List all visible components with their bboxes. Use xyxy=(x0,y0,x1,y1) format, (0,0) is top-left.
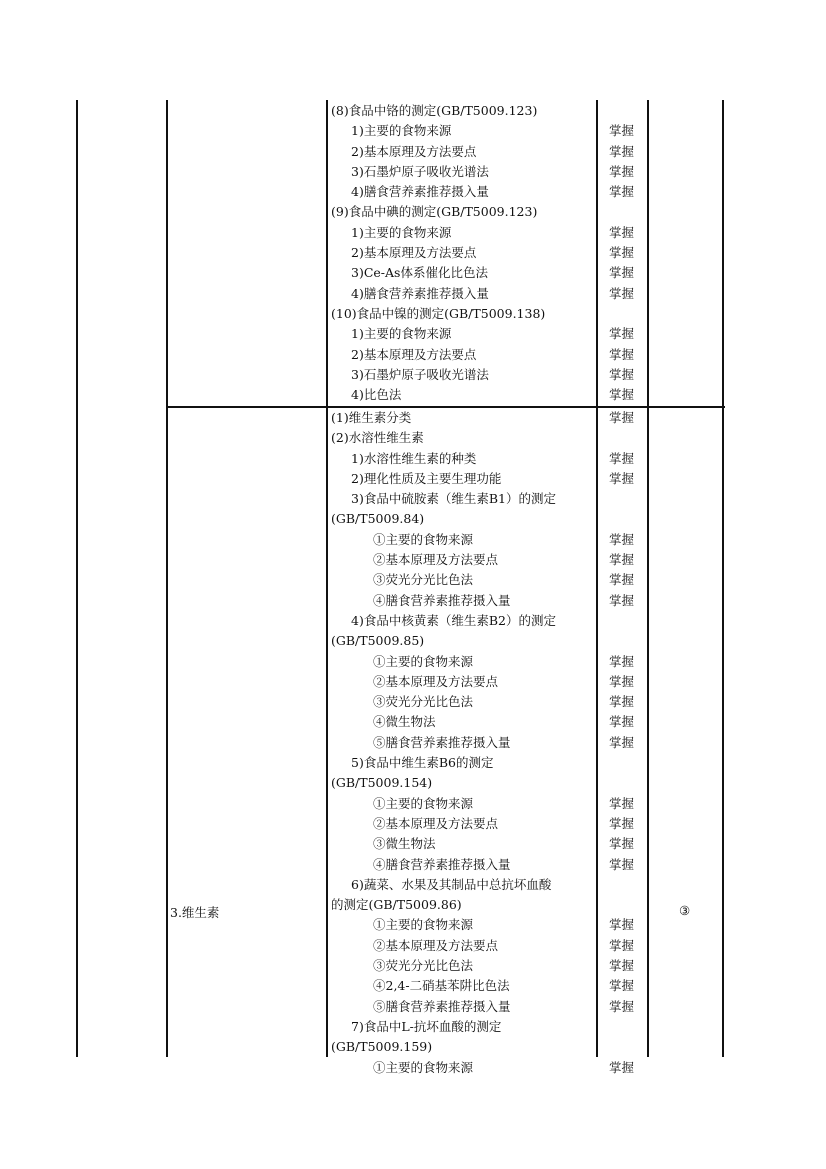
table-row xyxy=(329,692,723,712)
topic-text: 4)膳食营养素推荐摄入量 xyxy=(351,184,489,200)
table-row xyxy=(329,408,723,428)
mastery-level: 掌握 xyxy=(609,531,635,547)
table-border xyxy=(166,100,168,1057)
mastery-level: 掌握 xyxy=(609,734,635,750)
table-row xyxy=(329,1017,723,1037)
mastery-level: 掌握 xyxy=(609,653,635,669)
table-row xyxy=(329,976,723,996)
table-row xyxy=(329,956,723,976)
table-row xyxy=(329,202,723,222)
table-row xyxy=(329,1058,723,1078)
topic-text: (GB/T5009.85) xyxy=(331,633,425,649)
topic-text: 1)主要的食物来源 xyxy=(351,123,452,139)
category-cell: 3.维生素 xyxy=(170,905,220,920)
topic-text: 3)石墨炉原子吸收光谱法 xyxy=(351,163,489,179)
topic-text: 2)基本原理及方法要点 xyxy=(351,346,477,362)
table-row xyxy=(329,936,723,956)
table-row xyxy=(329,324,723,344)
table-row xyxy=(329,530,723,550)
topic-text: ④2,4-二硝基苯阱比色法 xyxy=(373,978,510,994)
mastery-level: 掌握 xyxy=(609,815,635,831)
mastery-level: 掌握 xyxy=(609,978,635,994)
mastery-level: 掌握 xyxy=(609,245,635,261)
mastery-level: 掌握 xyxy=(609,572,635,588)
table-row xyxy=(329,469,723,489)
topic-text: (9)食品中碘的测定(GB/T5009.123) xyxy=(331,204,538,220)
topic-text: (10)食品中镍的测定(GB/T5009.138) xyxy=(331,305,546,321)
table-row xyxy=(329,284,723,304)
mastery-level: 掌握 xyxy=(609,917,635,933)
topic-text: 4)比色法 xyxy=(351,387,402,403)
table-row xyxy=(329,895,723,915)
mastery-level: 掌握 xyxy=(609,836,635,852)
topic-text: 1)主要的食物来源 xyxy=(351,224,452,240)
table-row xyxy=(329,672,723,692)
table-row xyxy=(329,489,723,509)
topic-text: ②基本原理及方法要点 xyxy=(373,673,499,689)
topic-text: 3)Ce-As体系催化比色法 xyxy=(351,265,488,281)
mastery-level: 掌握 xyxy=(609,694,635,710)
table-row xyxy=(329,591,723,611)
mastery-level: 掌握 xyxy=(609,387,635,403)
mastery-level: 掌握 xyxy=(609,410,635,425)
mastery-level: 掌握 xyxy=(609,123,635,139)
mastery-level: 掌握 xyxy=(609,143,635,159)
table-row xyxy=(329,304,723,324)
table-row xyxy=(329,428,723,448)
topic-text: ④微生物法 xyxy=(373,714,436,730)
topic-text: ④膳食营养素推荐摄入量 xyxy=(373,592,511,608)
topic-text: (2)水溶性维生素 xyxy=(331,430,424,446)
table-row xyxy=(329,773,723,793)
topic-text: ①主要的食物来源 xyxy=(373,653,474,669)
table-row xyxy=(329,365,723,385)
mastery-level: 掌握 xyxy=(609,714,635,730)
table-row xyxy=(329,449,723,469)
table-row xyxy=(329,814,723,834)
table-row xyxy=(329,385,723,405)
topic-text: ①主要的食物来源 xyxy=(373,917,474,933)
table-row xyxy=(329,834,723,854)
mastery-level: 掌握 xyxy=(609,450,635,466)
table-row xyxy=(329,875,723,895)
topic-text: ③荧光分光比色法 xyxy=(373,958,474,974)
topic-text: 7)食品中L-抗坏血酸的测定 xyxy=(351,1018,502,1034)
mastery-level: 掌握 xyxy=(609,795,635,811)
mastery-level: 掌握 xyxy=(609,265,635,281)
topic-text: 2)基本原理及方法要点 xyxy=(351,245,477,261)
mastery-level: 掌握 xyxy=(609,163,635,179)
mastery-level: 掌握 xyxy=(609,592,635,608)
table-row xyxy=(329,1037,723,1057)
topic-text: (GB/T5009.84) xyxy=(331,511,425,527)
topic-text: 2)理化性质及主要生理功能 xyxy=(351,470,502,486)
table-row xyxy=(329,182,723,202)
table-row xyxy=(329,345,723,365)
topic-text: ②基本原理及方法要点 xyxy=(373,815,499,831)
mastery-level: 掌握 xyxy=(609,326,635,342)
table-row xyxy=(329,631,723,651)
table-row xyxy=(329,162,723,182)
table-row xyxy=(329,855,723,875)
topic-text: 4)膳食营养素推荐摄入量 xyxy=(351,285,489,301)
topic-text: 4)食品中核黄素（维生素B2）的测定 xyxy=(351,612,556,628)
mastery-level: 掌握 xyxy=(609,552,635,568)
table-row xyxy=(329,652,723,672)
table-row xyxy=(329,733,723,753)
topic-text: ③微生物法 xyxy=(373,836,436,852)
mastery-level: 掌握 xyxy=(609,937,635,953)
table-row xyxy=(329,794,723,814)
mastery-level: 掌握 xyxy=(609,958,635,974)
section-trace-elements xyxy=(329,101,723,405)
table-border xyxy=(76,100,78,1057)
table-row xyxy=(329,915,723,935)
topic-text: ②基本原理及方法要点 xyxy=(373,937,499,953)
topic-text: 2)基本原理及方法要点 xyxy=(351,143,477,159)
mastery-level: 掌握 xyxy=(609,1059,635,1075)
table-row xyxy=(329,611,723,631)
mastery-level: 掌握 xyxy=(609,224,635,240)
mastery-level: 掌握 xyxy=(609,366,635,382)
table-row xyxy=(329,712,723,732)
topic-text: 5)食品中维生素B6的测定 xyxy=(351,755,494,771)
section-vitamins xyxy=(329,408,723,1078)
table-row xyxy=(329,263,723,283)
table-row xyxy=(329,550,723,570)
topic-text: (1)维生素分类 xyxy=(331,410,412,425)
mastery-level: 掌握 xyxy=(609,346,635,362)
topic-text: 3)石墨炉原子吸收光谱法 xyxy=(351,366,489,382)
mastery-level: 掌握 xyxy=(609,856,635,872)
mastery-level: 掌握 xyxy=(609,470,635,486)
topic-text: ⑤膳食营养素推荐摄入量 xyxy=(373,998,511,1014)
level-cell: ③ xyxy=(679,903,691,918)
topic-text: (GB/T5009.159) xyxy=(331,1039,433,1055)
mastery-level: 掌握 xyxy=(609,285,635,301)
mastery-level: 掌握 xyxy=(609,673,635,689)
mastery-level: 掌握 xyxy=(609,998,635,1014)
table-row xyxy=(329,101,723,121)
table-row xyxy=(329,142,723,162)
table-row xyxy=(329,570,723,590)
topic-text: 3)食品中硫胺素（维生素B1）的测定 xyxy=(351,491,556,507)
topic-text: ③荧光分光比色法 xyxy=(373,694,474,710)
topic-text: ③荧光分光比色法 xyxy=(373,572,474,588)
topic-text: ①主要的食物来源 xyxy=(373,1059,474,1075)
topic-text: ②基本原理及方法要点 xyxy=(373,552,499,568)
topic-text: ⑤膳食营养素推荐摄入量 xyxy=(373,734,511,750)
table-row xyxy=(329,121,723,141)
topic-text: (8)食品中铬的测定(GB/T5009.123) xyxy=(331,103,538,118)
topic-text: 1)主要的食物来源 xyxy=(351,326,452,342)
topic-text: ①主要的食物来源 xyxy=(373,795,474,811)
table-row xyxy=(329,753,723,773)
table-row xyxy=(329,997,723,1017)
topic-text: 1)水溶性维生素的种类 xyxy=(351,450,477,466)
topic-text: ①主要的食物来源 xyxy=(373,531,474,547)
topic-text: 的测定(GB/T5009.86) xyxy=(331,897,462,913)
topic-text: (GB/T5009.154) xyxy=(331,775,433,791)
table-row xyxy=(329,223,723,243)
topic-text: ④膳食营养素推荐摄入量 xyxy=(373,856,511,872)
mastery-level: 掌握 xyxy=(609,184,635,200)
topic-text: 6)蔬菜、水果及其制品中总抗坏血酸 xyxy=(351,876,552,892)
table-row xyxy=(329,509,723,529)
table-border xyxy=(326,100,328,1057)
table-row xyxy=(329,243,723,263)
